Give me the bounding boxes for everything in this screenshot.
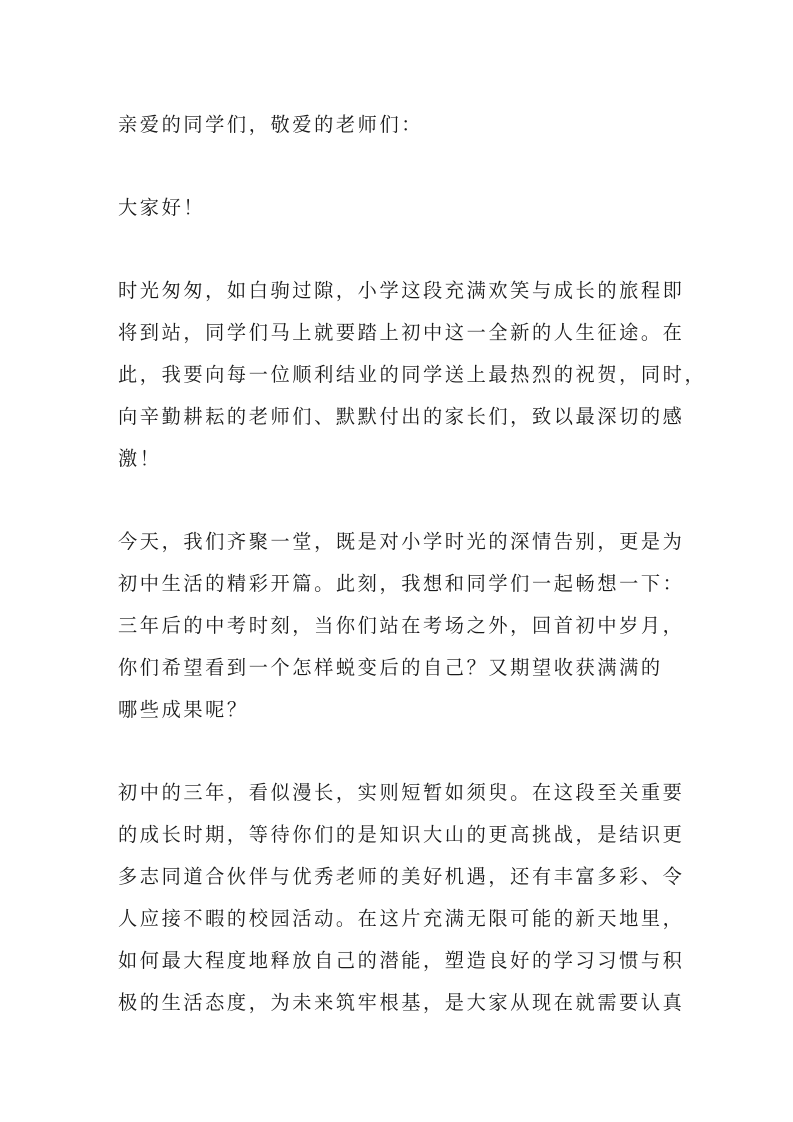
text-line: 此，我要向每一位顺利结业的同学送上最热烈的祝贺，同时， bbox=[118, 363, 707, 386]
paragraph-2 bbox=[118, 521, 685, 731]
document-page bbox=[118, 104, 707, 1065]
text-line: 激！ bbox=[118, 447, 162, 470]
greeting bbox=[118, 187, 674, 229]
text-line: 向辛勤耕耘的老师们、默默付出的家长们，致以最深切的感 bbox=[118, 405, 685, 428]
text-line: 哪些成果呢？ bbox=[118, 698, 249, 721]
text-line: 的成长时期，等待你们的是知识大山的更高挑战，是结识更 bbox=[118, 823, 685, 846]
paragraph-3 bbox=[118, 772, 685, 1024]
text-line: 将到站，同学们马上就要踏上初中这一全新的人生征途。在 bbox=[118, 321, 685, 344]
text-line: 人应接不暇的校园活动。在这片充满无限可能的新天地里， bbox=[118, 907, 685, 930]
text-line: 时光匆匆，如白驹过隙，小学这段充满欢笑与成长的旅程即 bbox=[118, 279, 685, 302]
text-line: 如何最大程度地释放自己的潜能，塑造良好的学习习惯与积 bbox=[118, 949, 685, 972]
text-line: 初中的三年，看似漫长，实则短暂如须臾。在这段至关重要 bbox=[118, 781, 685, 804]
salutation-line: 亲爱的同学们，敬爱的老师们： bbox=[118, 113, 424, 136]
text-line: 多志同道合伙伴与优秀老师的美好机遇，还有丰富多彩、令 bbox=[118, 865, 685, 888]
text-line: 三年后的中考时刻，当你们站在考场之外，回首初中岁月， bbox=[118, 614, 685, 637]
text-line: 初中生活的精彩开篇。此刻，我想和同学们一起畅想一下： bbox=[118, 572, 685, 595]
paragraph-1 bbox=[118, 270, 707, 480]
text-line: 极的生活态度，为未来筑牢根基，是大家从现在就需要认真 bbox=[118, 991, 685, 1014]
text-line: 你们希望看到一个怎样蜕变后的自己？又期望收获满满的 bbox=[118, 656, 663, 679]
salutation bbox=[118, 104, 674, 146]
text-line: 今天，我们齐聚一堂，既是对小学时光的深情告别，更是为 bbox=[118, 530, 685, 553]
greeting-line: 大家好！ bbox=[118, 196, 206, 219]
